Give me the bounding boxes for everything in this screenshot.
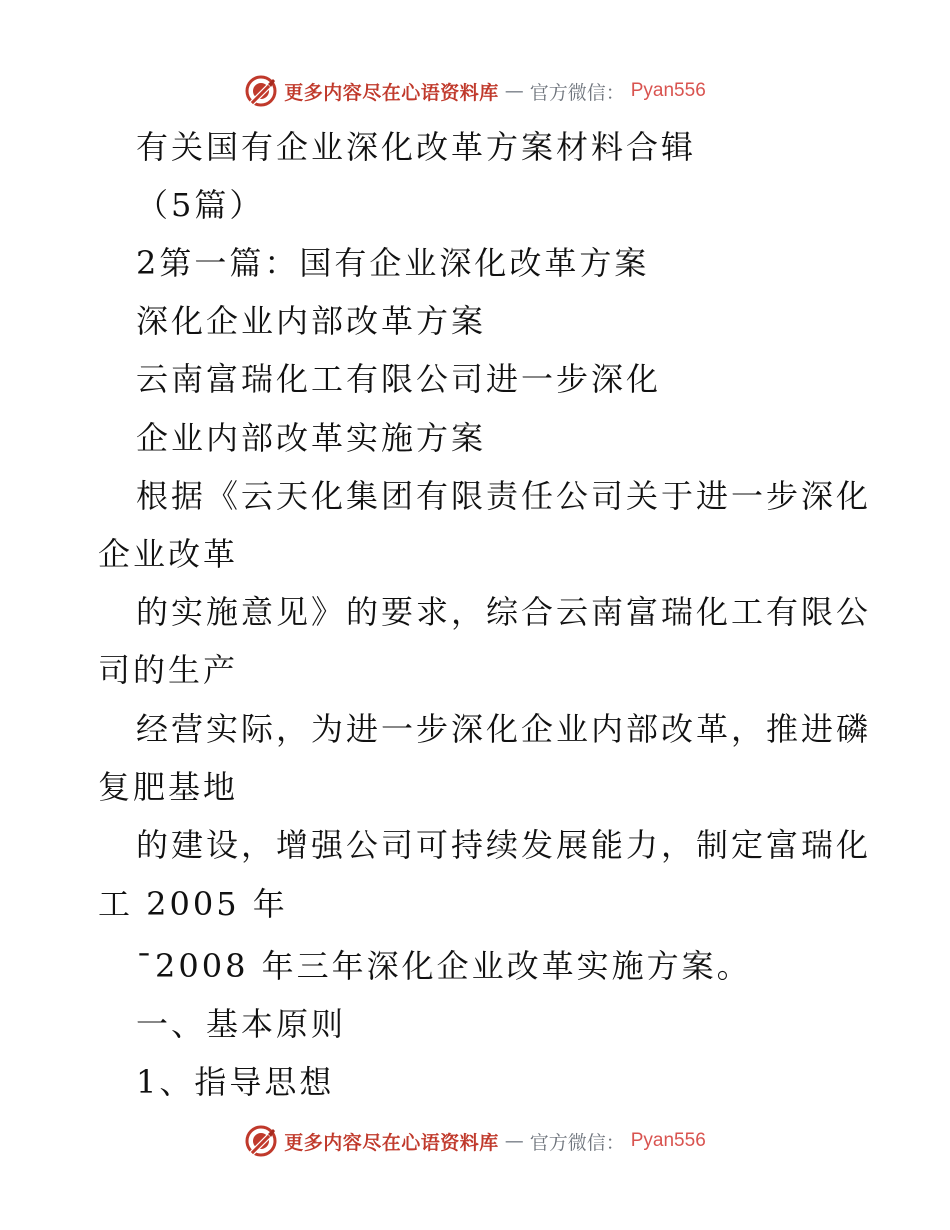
section-heading: 一、基本原则 — [136, 1005, 347, 1043]
paragraph-line: 司的生产 — [98, 651, 239, 689]
watermark-text: 更多内容尽在心语资料库 — [284, 81, 499, 104]
section-heading: 2第一篇：国有企业深化改革方案 — [136, 244, 650, 282]
paragraph-line: 复肥基地 — [98, 768, 239, 806]
footer-watermark — [0, 1121, 950, 1161]
paragraph-line: 的建设，增强公司可持续发展能力，制定富瑞化 — [136, 826, 872, 864]
paragraph-line: 企业改革 — [98, 535, 239, 573]
watermark-wechat-id: Pyan556 — [630, 80, 706, 101]
pen-seal-icon — [244, 1124, 278, 1158]
watermark-text: 更多内容尽在心语资料库 — [284, 1131, 499, 1154]
paragraph-line: ¯2008 年三年深化企业改革实施方案。 — [136, 947, 752, 985]
doc-subtitle: （5篇） — [136, 186, 265, 224]
subsection-heading: 1、指导思想 — [136, 1063, 335, 1101]
paragraph-line: 深化企业内部改革方案 — [136, 302, 487, 340]
watermark-wechat-label: 官方微信： — [529, 1131, 625, 1154]
paragraph-line: 根据《云天化集团有限责任公司关于进一步深化 — [136, 477, 872, 515]
watermark-dash: — — [504, 1130, 524, 1152]
doc-title: 有关国有企业深化改革方案材料合辑 — [136, 128, 697, 166]
watermark-dash: — — [504, 80, 524, 102]
paragraph-line: 的实施意见》的要求，综合云南富瑞化工有限公 — [136, 593, 872, 631]
watermark-wechat-label: 官方微信： — [529, 81, 625, 104]
header-watermark — [0, 71, 950, 111]
paragraph-line: 经营实际，为进一步深化企业内部改革，推进磷 — [136, 710, 872, 748]
watermark-wechat-id: Pyan556 — [630, 1130, 706, 1151]
paragraph-line: 云南富瑞化工有限公司进一步深化 — [136, 360, 662, 398]
paragraph-line: 企业内部改革实施方案 — [136, 419, 487, 457]
paragraph-line: 工 2005 年 — [98, 885, 288, 923]
pen-seal-icon — [244, 74, 278, 108]
